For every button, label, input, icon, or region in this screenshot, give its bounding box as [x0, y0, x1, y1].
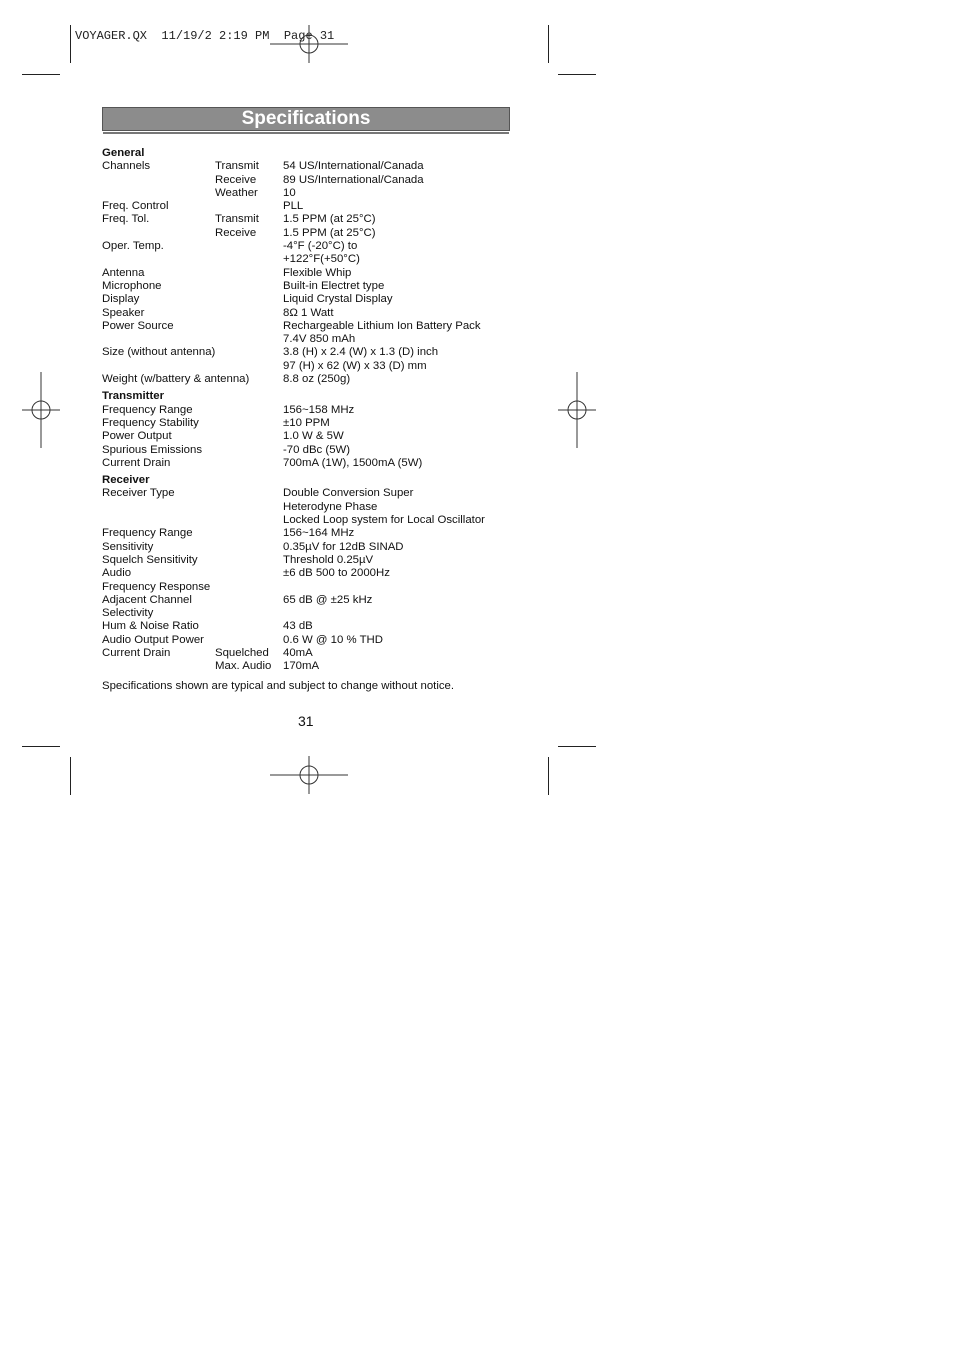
section-receiver — [102, 487, 522, 673]
spec-sublabel — [215, 333, 283, 346]
spec-row — [102, 320, 522, 333]
crop-mark-bottom-left-h — [22, 746, 60, 747]
spec-label: Current Drain — [102, 646, 171, 659]
spec-label — [102, 187, 215, 200]
spec-value: 65 dB @ ±25 kHz — [283, 593, 373, 606]
spec-sublabel — [215, 620, 283, 633]
spec-value: 170mA — [283, 660, 320, 673]
spec-value: 43 dB — [283, 620, 313, 633]
spec-sublabel — [215, 457, 283, 470]
spec-label: Spurious Emissions — [102, 443, 203, 456]
spec-sublabel — [215, 360, 283, 373]
spec-label: Sensitivity — [102, 540, 154, 553]
spec-label: Microphone — [102, 279, 162, 292]
spec-label: Size (without antenna) — [102, 346, 216, 359]
spec-label: Frequency Stability — [102, 416, 199, 429]
section-heading-transmitter: Transmitter — [102, 390, 165, 403]
spec-sublabel — [215, 501, 283, 514]
spec-sublabel — [215, 554, 283, 567]
spec-value: 97 (H) x 62 (W) x 33 (D) mm — [283, 359, 427, 372]
spec-row — [102, 554, 522, 567]
spec-row — [102, 634, 522, 647]
spec-sublabel: Transmit — [215, 213, 259, 226]
spec-sublabel: Max. Audio — [215, 660, 272, 673]
spec-value: ±10 PPM — [283, 416, 330, 429]
spec-value: Locked Loop system for Local Oscillator — [283, 514, 485, 527]
spec-row — [102, 567, 522, 580]
spec-value: -4°F (-20°C) to — [283, 240, 358, 253]
spec-value — [283, 607, 522, 620]
spec-row — [102, 594, 522, 607]
spec-sublabel — [215, 487, 283, 500]
page-title: Specifications — [102, 107, 510, 131]
spec-value: PLL — [283, 200, 304, 213]
spec-row — [102, 160, 522, 173]
spec-label: Oper. Temp. — [102, 240, 164, 253]
spec-value — [283, 581, 522, 594]
spec-label — [102, 253, 215, 266]
crop-mark-bottom-right-v — [548, 757, 549, 795]
spec-value: Double Conversion Super — [283, 487, 414, 500]
spec-value: 0.6 W @ 10 % THD — [283, 633, 383, 646]
spec-label — [102, 227, 215, 240]
spec-sublabel — [215, 346, 283, 359]
spec-sublabel — [215, 581, 283, 594]
spec-row — [102, 213, 522, 226]
spec-value: 7.4V 850 mAh — [283, 333, 356, 346]
spec-sublabel — [215, 514, 283, 527]
spec-sublabel — [215, 404, 283, 417]
spec-row — [102, 240, 522, 253]
spec-row — [102, 253, 522, 266]
spec-label: Speaker — [102, 306, 145, 319]
spec-sublabel: Receive — [215, 173, 257, 186]
spec-row — [102, 444, 522, 457]
spec-row — [102, 373, 522, 386]
section-heading-receiver: Receiver — [102, 474, 150, 487]
spec-row — [102, 360, 522, 373]
spec-sublabel — [215, 253, 283, 266]
spec-value: 156~158 MHz — [283, 403, 355, 416]
spec-row — [102, 487, 522, 500]
spec-row — [102, 430, 522, 443]
crop-mark-top-right-v — [548, 25, 549, 63]
crop-mark-top-right-h — [558, 74, 596, 75]
spec-row — [102, 174, 522, 187]
spec-value: 3.8 (H) x 2.4 (W) x 1.3 (D) inch — [283, 346, 439, 359]
spec-label — [102, 514, 215, 527]
spec-sublabel — [215, 240, 283, 253]
spec-sublabel — [215, 417, 283, 430]
spec-label — [102, 174, 215, 187]
print-slug: VOYAGER.QX 11/19/2 2:19 PM Page 31 — [75, 29, 335, 43]
spec-value: 40mA — [283, 646, 313, 659]
spec-sublabel — [215, 200, 283, 213]
spec-sublabel: Transmit — [215, 160, 259, 173]
spec-value: 8Ω 1 Watt — [283, 306, 334, 319]
registration-mark-left-icon — [22, 372, 62, 450]
registration-mark-bottom-icon — [270, 756, 350, 796]
spec-value: 54 US/International/Canada — [283, 160, 424, 173]
spec-sublabel — [215, 541, 283, 554]
spec-value: -70 dBc (5W) — [283, 443, 351, 456]
spec-sublabel — [215, 444, 283, 457]
registration-mark-top-icon — [270, 25, 350, 65]
spec-value: 156~164 MHz — [283, 527, 355, 540]
spec-row — [102, 647, 522, 660]
spec-row — [102, 620, 522, 633]
section-transmitter — [102, 404, 522, 470]
spec-label: Selectivity — [102, 607, 154, 620]
spec-row — [102, 280, 522, 293]
spec-sublabel: Squelched — [215, 646, 269, 659]
spec-label: Adjacent Channel — [102, 593, 192, 606]
spec-row — [102, 227, 522, 240]
spec-row — [102, 200, 522, 213]
spec-row — [102, 187, 522, 200]
spec-sublabel — [215, 430, 283, 443]
spec-label — [102, 333, 215, 346]
spec-value: 10 — [283, 186, 296, 199]
spec-value: Built-in Electret type — [283, 279, 385, 292]
spec-label — [102, 660, 215, 673]
spec-row — [102, 346, 522, 359]
spec-row — [102, 541, 522, 554]
spec-label: Frequency Response — [102, 580, 211, 593]
spec-row — [102, 404, 522, 417]
spec-row — [102, 527, 522, 540]
spec-label: Current Drain — [102, 456, 171, 469]
spec-row — [102, 333, 522, 346]
spec-value: 1.5 PPM (at 25°C) — [283, 226, 376, 239]
spec-label: Display — [102, 293, 140, 306]
spec-row — [102, 267, 522, 280]
spec-label — [102, 501, 215, 514]
spec-sublabel: Receive — [215, 226, 257, 239]
spec-value: +122°F(+50°C) — [283, 253, 360, 266]
spec-sublabel: Weather — [215, 186, 258, 199]
spec-sublabel — [215, 293, 283, 306]
spec-label: Frequency Range — [102, 403, 193, 416]
spec-sublabel — [215, 634, 283, 647]
spec-sublabel — [215, 373, 283, 386]
spec-label: Audio Output Power — [102, 633, 204, 646]
spec-sublabel — [215, 320, 283, 333]
spec-row — [102, 501, 522, 514]
spec-label: Power Source — [102, 319, 174, 332]
spec-label: Power Output — [102, 430, 172, 443]
spec-label: Weight (w/battery & antenna) — [102, 373, 250, 386]
spec-label: Freq. Tol. — [102, 213, 150, 226]
spec-sublabel — [215, 567, 283, 580]
spec-sublabel — [215, 607, 283, 620]
spec-sublabel — [215, 267, 283, 280]
section-heading-general: General — [102, 147, 145, 159]
spec-label: Frequency Range — [102, 527, 193, 540]
spec-row — [102, 581, 522, 594]
section-general — [102, 160, 522, 386]
spec-value: Liquid Crystal Display — [283, 293, 393, 306]
crop-mark-bottom-left-v — [70, 757, 71, 795]
spec-value: Flexible Whip — [283, 266, 352, 279]
spec-notice: Specifications shown are typical and subject to change without notice. — [102, 680, 455, 692]
spec-label: Audio — [102, 567, 132, 580]
spec-label: Receiver Type — [102, 487, 175, 500]
spec-row — [102, 514, 522, 527]
spec-row — [102, 607, 522, 620]
spec-label — [102, 360, 215, 373]
spec-label: Squelch Sensitivity — [102, 553, 198, 566]
spec-sublabel — [215, 280, 283, 293]
spec-row — [102, 293, 522, 306]
spec-row — [102, 457, 522, 470]
spec-value: 0.35µV for 12dB SINAD — [283, 540, 404, 553]
spec-value: Heterodyne Phase — [283, 500, 378, 513]
spec-value: 8.8 oz (250g) — [283, 373, 351, 386]
crop-mark-top-left-v — [70, 25, 71, 63]
spec-value: Rechargeable Lithium Ion Battery Pack — [283, 319, 481, 332]
spec-sublabel — [215, 594, 283, 607]
spec-value: 1.5 PPM (at 25°C) — [283, 213, 376, 226]
spec-sublabel — [215, 527, 283, 540]
spec-row — [102, 417, 522, 430]
spec-value: Threshold 0.25µV — [283, 553, 374, 566]
spec-value: 89 US/International/Canada — [283, 173, 424, 186]
registration-mark-right-icon — [558, 372, 598, 450]
crop-mark-top-left-h — [22, 74, 60, 75]
spec-table — [102, 147, 522, 674]
spec-label: Antenna — [102, 266, 145, 279]
spec-label: Hum & Noise Ratio — [102, 620, 199, 633]
spec-value: 1.0 W & 5W — [283, 430, 344, 443]
spec-label: Freq. Control — [102, 200, 169, 213]
spec-row — [102, 660, 522, 673]
spec-value: ±6 dB 500 to 2000Hz — [283, 567, 390, 580]
crop-mark-bottom-right-h — [558, 746, 596, 747]
spec-row — [102, 307, 522, 320]
page-number: 31 — [298, 713, 314, 729]
spec-label: Channels — [102, 160, 151, 173]
spec-value: 700mA (1W), 1500mA (5W) — [283, 456, 423, 469]
spec-sublabel — [215, 307, 283, 320]
